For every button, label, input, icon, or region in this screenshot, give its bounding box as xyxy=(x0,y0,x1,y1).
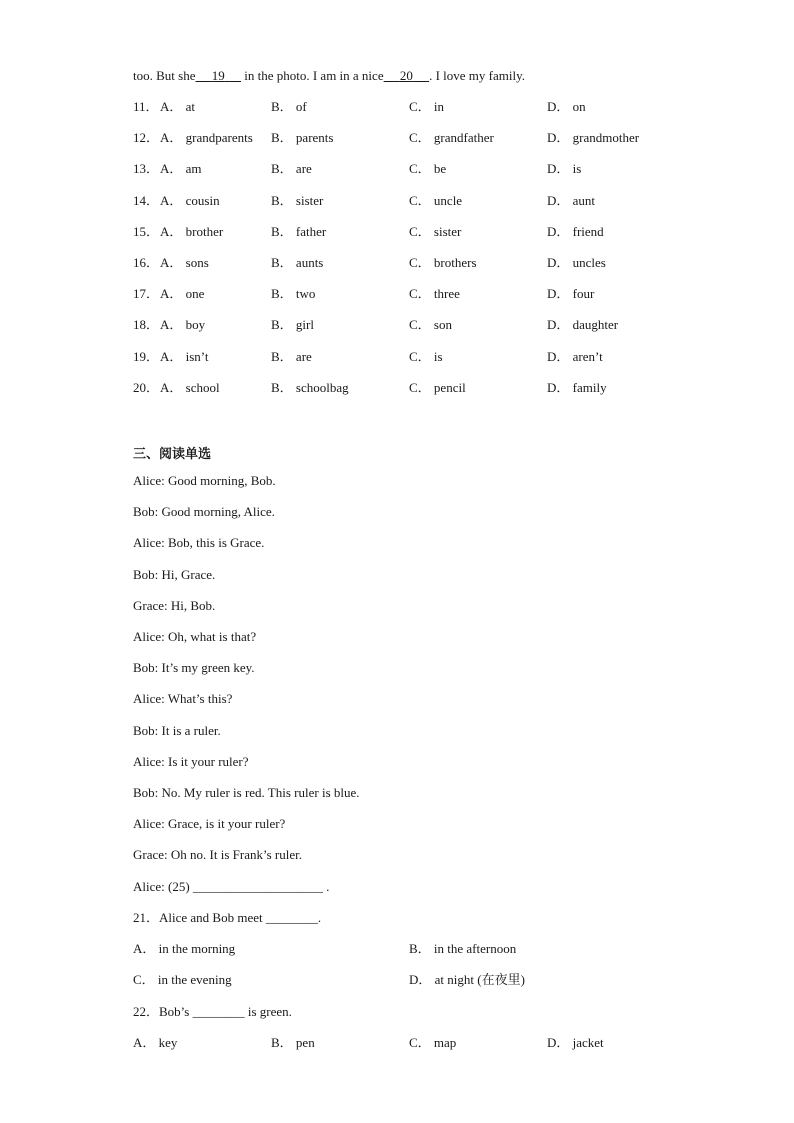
dialogue-line: Bob: It’s my green key. xyxy=(133,660,255,676)
option-d[interactable]: D． uncles xyxy=(547,255,606,270)
question-number: 12． xyxy=(133,130,160,146)
q22-option-b[interactable]: B． pen xyxy=(271,1035,315,1050)
question-number: 20． xyxy=(133,379,160,395)
passage-text: in the photo. I am in a nice xyxy=(240,68,384,83)
option-d[interactable]: D． four xyxy=(547,286,595,302)
question-number: 18． xyxy=(133,317,160,333)
option-b[interactable]: B． father xyxy=(271,223,327,239)
question-21-stem: 21．Alice and Bob meet ________. xyxy=(133,910,322,925)
q21-option-a[interactable]: A． in the morning xyxy=(133,941,236,956)
option-c[interactable]: C． brothers xyxy=(409,255,477,270)
q21-option-d[interactable]: D． at night (在夜里) xyxy=(409,972,525,987)
option-a[interactable]: A． school xyxy=(160,379,220,395)
option-d[interactable]: D． grandmother xyxy=(547,130,640,146)
option-a[interactable]: A． am xyxy=(160,161,202,177)
blank-19: 19 xyxy=(211,68,225,83)
q21-option-b[interactable]: B． in the afternoon xyxy=(409,941,517,956)
passage-text: . I love my family. xyxy=(429,68,526,83)
cloze-passage-end xyxy=(133,68,525,84)
question-number: 13． xyxy=(133,161,160,177)
question-number: 15． xyxy=(133,223,160,239)
option-c[interactable]: C． sister xyxy=(409,223,462,239)
dialogue-line: Alice: What’s this? xyxy=(133,691,233,707)
option-b[interactable]: B． of xyxy=(271,99,307,114)
dialogue-line: Alice: Is it your ruler? xyxy=(133,753,249,769)
dialogue-line: Bob: It is a ruler. xyxy=(133,722,221,738)
question-number: 19． xyxy=(133,348,160,364)
dialogue-line: Grace: Hi, Bob. xyxy=(133,597,216,613)
q22-option-a[interactable]: A． key xyxy=(133,1035,178,1050)
question-22-stem: 22．Bob’s ________ is green. xyxy=(133,1004,292,1019)
dialogue-line: Alice: Oh, what is that? xyxy=(133,629,257,644)
dialogue-line: Alice: Good morning, Bob. xyxy=(133,473,276,488)
option-d[interactable]: D． aunt xyxy=(547,192,596,208)
option-b[interactable]: B． girl xyxy=(271,317,314,333)
option-b[interactable]: B． are xyxy=(271,348,312,364)
option-b[interactable]: B． aunts xyxy=(271,255,324,270)
option-a[interactable]: A． at xyxy=(160,99,196,114)
option-b[interactable]: B． two xyxy=(271,286,316,302)
option-a[interactable]: A． sons xyxy=(160,255,209,270)
q22-option-c[interactable]: C． map xyxy=(409,1035,457,1050)
passage-text: too. But she xyxy=(133,68,196,83)
option-d[interactable]: D． family xyxy=(547,379,607,395)
option-a[interactable]: A． grandparents xyxy=(160,130,253,146)
option-d[interactable]: D． on xyxy=(547,99,586,114)
option-c[interactable]: C． grandfather xyxy=(409,130,494,146)
option-d[interactable]: D． aren’t xyxy=(547,348,603,364)
option-a[interactable]: A． boy xyxy=(160,317,206,333)
option-c[interactable]: C． is xyxy=(409,348,443,364)
dialogue-line: Grace: Oh no. It is Frank’s ruler. xyxy=(133,847,302,863)
dialogue-line: Bob: No. My ruler is red. This ruler is blue. xyxy=(133,785,360,800)
question-number: 14． xyxy=(133,192,160,208)
question-number: 17． xyxy=(133,286,160,302)
option-c[interactable]: C． be xyxy=(409,161,447,177)
section-heading: 三、阅读单选 xyxy=(133,447,212,462)
q22-option-d[interactable]: D． jacket xyxy=(547,1035,604,1050)
option-a[interactable]: A． cousin xyxy=(160,192,220,208)
dialogue-line: Bob: Good morning, Alice. xyxy=(133,504,275,520)
option-b[interactable]: B． are xyxy=(271,161,312,177)
dialogue-line: Alice: Grace, is it your ruler? xyxy=(133,816,286,832)
q21-option-c[interactable]: C． in the evening xyxy=(133,972,232,987)
option-c[interactable]: C． three xyxy=(409,286,460,302)
question-number: 11． xyxy=(133,99,159,114)
option-c[interactable]: C． in xyxy=(409,99,445,114)
option-b[interactable]: B． schoolbag xyxy=(271,379,349,395)
option-a[interactable]: A． brother xyxy=(160,223,224,239)
option-c[interactable]: C． son xyxy=(409,317,452,333)
dialogue-line: Bob: Hi, Grace. xyxy=(133,566,216,582)
option-c[interactable]: C． uncle xyxy=(409,192,463,208)
option-d[interactable]: D． friend xyxy=(547,223,604,239)
question-number: 16． xyxy=(133,255,160,270)
option-d[interactable]: D． daughter xyxy=(547,317,619,333)
dialogue-line: Alice: Bob, this is Grace. xyxy=(133,535,265,551)
option-c[interactable]: C． pencil xyxy=(409,379,466,395)
option-b[interactable]: B． parents xyxy=(271,130,334,146)
option-a[interactable]: A． isn’t xyxy=(160,348,209,364)
option-d[interactable]: D． is xyxy=(547,161,582,177)
dialogue-line: Alice: (25) ____________________ . xyxy=(133,878,330,894)
option-a[interactable]: A． one xyxy=(160,286,205,302)
option-b[interactable]: B． sister xyxy=(271,192,324,208)
blank-20: 20 xyxy=(399,68,413,83)
